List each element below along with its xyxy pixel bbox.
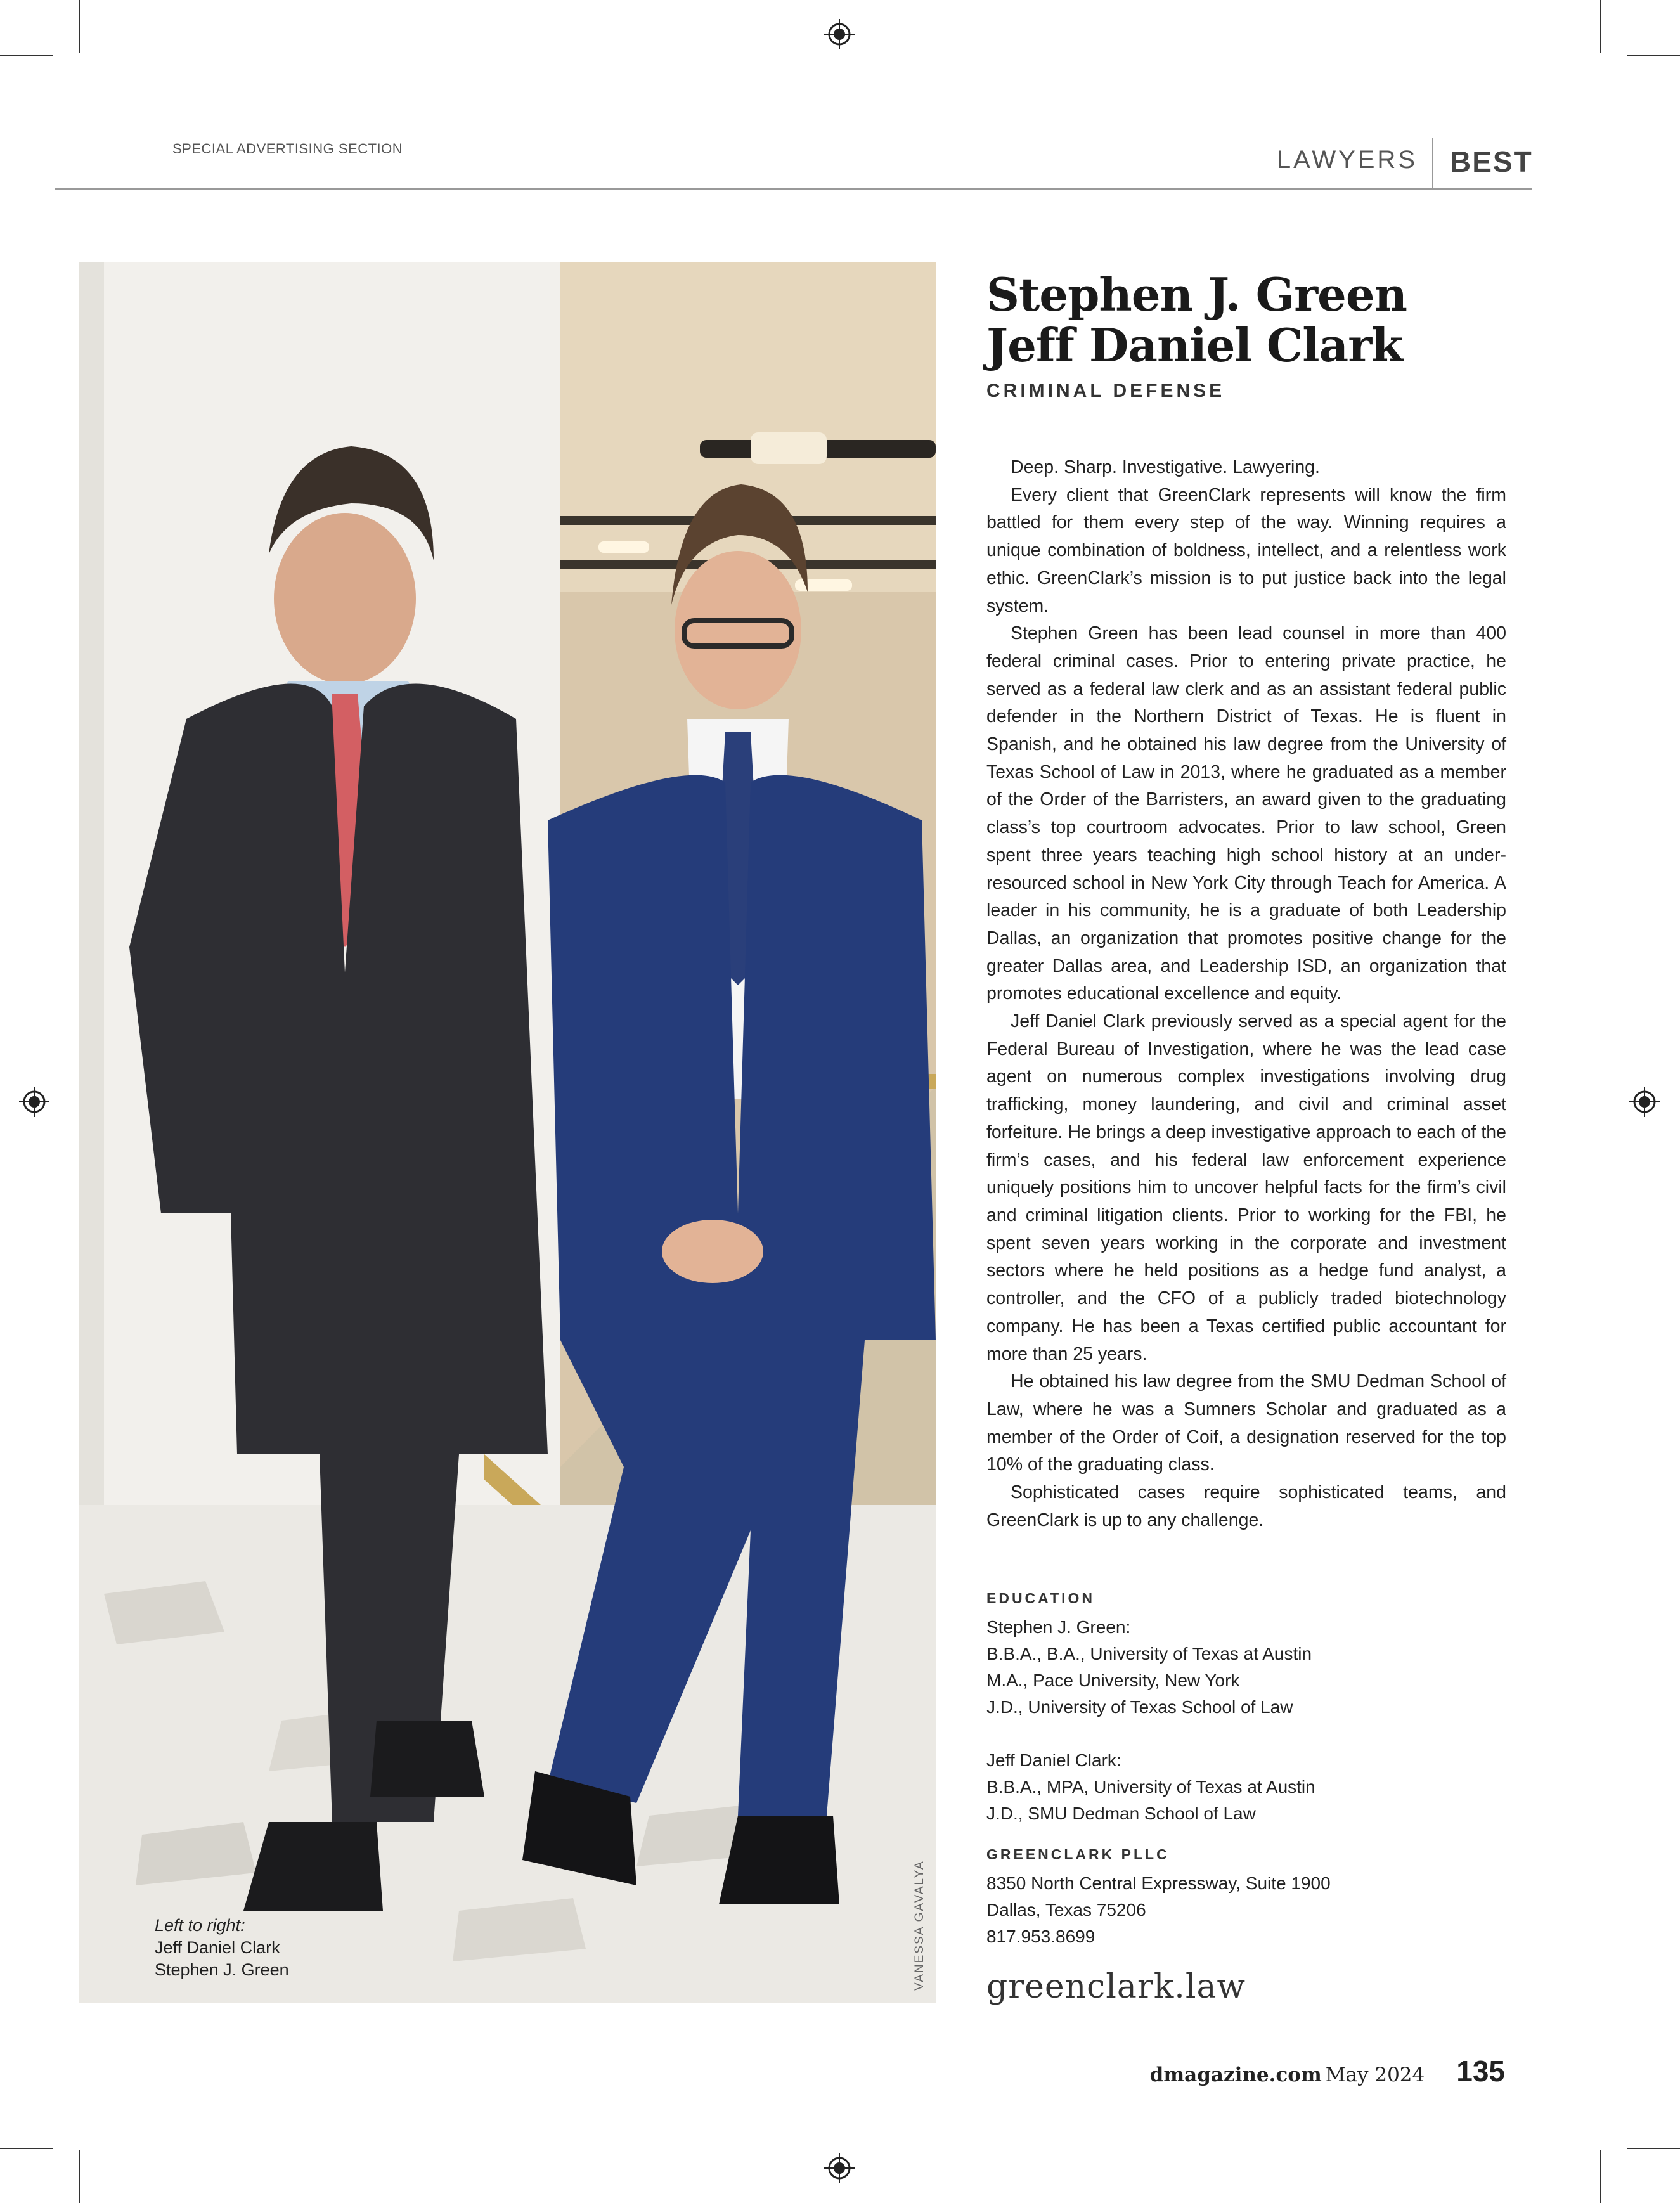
body-paragraph: Jeff Daniel Clark previously served as a special agent for the Federal Bureau of Investigation, where he was the lead case agent on numerous complex investigations involving drug trafficking, money laundering, and civil and criminal asset forfeiture. He brings a deep investigative approach to each of the firm’s cases, and his federal law enforcement experience uniquely positions him to uncover helpful facts for the firm’s civil and criminal litigation clients. Prior to working for the FBI, he spent seven years working in the corporate and investment sectors where he held positions as a hedge fund analyst, a controller, and the CFO of a publicly traded biotechnology company. He has been a Texas certified public accountant for more than 25 years. xyxy=(986,1011,1506,1364)
photo-credit: VANESSA GAVALYA xyxy=(913,1860,926,1991)
body-paragraph: Every client that GreenClark represents will know the firm battled for them every step of the way. Winning requires a unique combination of boldness, intellect, and a relentless work ethic. GreenClark’s mission is to put justice back into the legal system. xyxy=(986,484,1506,616)
crop-mark xyxy=(1600,2150,1601,2203)
education-item: B.B.A., B.A., University of Texas at Austin xyxy=(986,1644,1312,1664)
crop-mark xyxy=(1600,0,1601,53)
photo-caption xyxy=(155,1915,289,1981)
crop-mark xyxy=(0,55,53,56)
footer-date: May 2024 xyxy=(1325,2064,1425,2086)
header-lawyers: LAWYERS xyxy=(1276,146,1418,174)
section-label: SPECIAL ADVERTISING SECTION xyxy=(172,141,403,157)
education-name: Stephen J. Green: xyxy=(986,1617,1131,1637)
attorney-name: Stephen J. Green xyxy=(986,268,1407,321)
crop-mark xyxy=(79,0,80,53)
header-divider xyxy=(1432,138,1433,188)
attorney-name: Jeff Daniel Clark xyxy=(986,318,1403,372)
education-heading: EDUCATION xyxy=(986,1590,1095,1606)
firm-heading: GREENCLARK PLLC xyxy=(986,1846,1170,1863)
registration-mark-icon xyxy=(824,19,855,49)
header-best: BEST xyxy=(1450,145,1533,178)
education-name: Jeff Daniel Clark: xyxy=(986,1750,1121,1770)
education-item: J.D., University of Texas School of Law xyxy=(986,1697,1293,1717)
practice-area: CRIMINAL DEFENSE xyxy=(986,380,1225,401)
header-rule xyxy=(55,188,1532,190)
firm-address: Dallas, Texas 75206 xyxy=(986,1900,1146,1920)
firm-address: 8350 North Central Expressway, Suite 1900 xyxy=(986,1873,1331,1893)
crop-mark xyxy=(0,2148,53,2149)
crop-mark xyxy=(1627,2148,1680,2149)
page-number: 135 xyxy=(1456,2055,1505,2088)
footer-site: dmagazine.com xyxy=(1149,2064,1322,2086)
attorney-names xyxy=(986,269,1407,371)
caption-line: Jeff Daniel Clark xyxy=(155,1938,280,1957)
page-footer xyxy=(1150,2054,1505,2088)
body-paragraph: Deep. Sharp. Investigative. Lawyering. xyxy=(1011,457,1320,477)
portrait-photo xyxy=(79,262,936,2003)
registration-mark-icon xyxy=(19,1087,49,1117)
body-paragraph: He obtained his law degree from the SMU Dedman School of Law, where he was a Sumners Scholar and graduated as a member of the Order of Coif, a designation reserved for the top 10% of the graduating class. xyxy=(986,1371,1506,1475)
education-item: J.D., SMU Dedman School of Law xyxy=(986,1804,1256,1823)
firm-phone[interactable]: 817.953.8699 xyxy=(986,1927,1095,1946)
crop-mark xyxy=(1627,55,1680,56)
crop-mark xyxy=(79,2150,80,2203)
firm-website-link[interactable]: greenclark.law xyxy=(986,1968,1246,2006)
caption-lead: Left to right: xyxy=(155,1916,245,1935)
caption-line: Stephen J. Green xyxy=(155,1960,289,1979)
registration-mark-icon xyxy=(1629,1087,1660,1117)
firm-contact xyxy=(986,1870,1331,1950)
education-item: M.A., Pace University, New York xyxy=(986,1670,1240,1690)
body-paragraph: Stephen Green has been lead counsel in more than 400 federal criminal cases. Prior to entering private practice, he served as a federal law clerk and as an assistant federal public defender in the Northern District of Texas. He is fluent in Spanish, and he obtained his law degree from the University of Texas School of Law in 2013, where he graduated as a member of the Order of the Barristers, an award given to the graduating class’s top courtroom advocates. Prior to law school, Green spent three years teaching high school history at an under-resourced school in New York City through Teach for America. A leader in his community, he is a graduate of both Leadership Dallas, an organization that promotes positive change for the greater Dallas area, and Leadership ISD, an organization that promotes educational excellence and equity. xyxy=(986,623,1506,1004)
education-list xyxy=(986,1614,1315,1827)
education-spacer xyxy=(986,1721,1315,1747)
education-item: B.B.A., MPA, University of Texas at Austin xyxy=(986,1777,1315,1797)
registration-mark-icon xyxy=(824,2153,855,2183)
body-paragraph: Sophisticated cases require sophisticated teams, and GreenClark is up to any challenge. xyxy=(986,1482,1506,1530)
body-copy xyxy=(986,454,1506,1534)
